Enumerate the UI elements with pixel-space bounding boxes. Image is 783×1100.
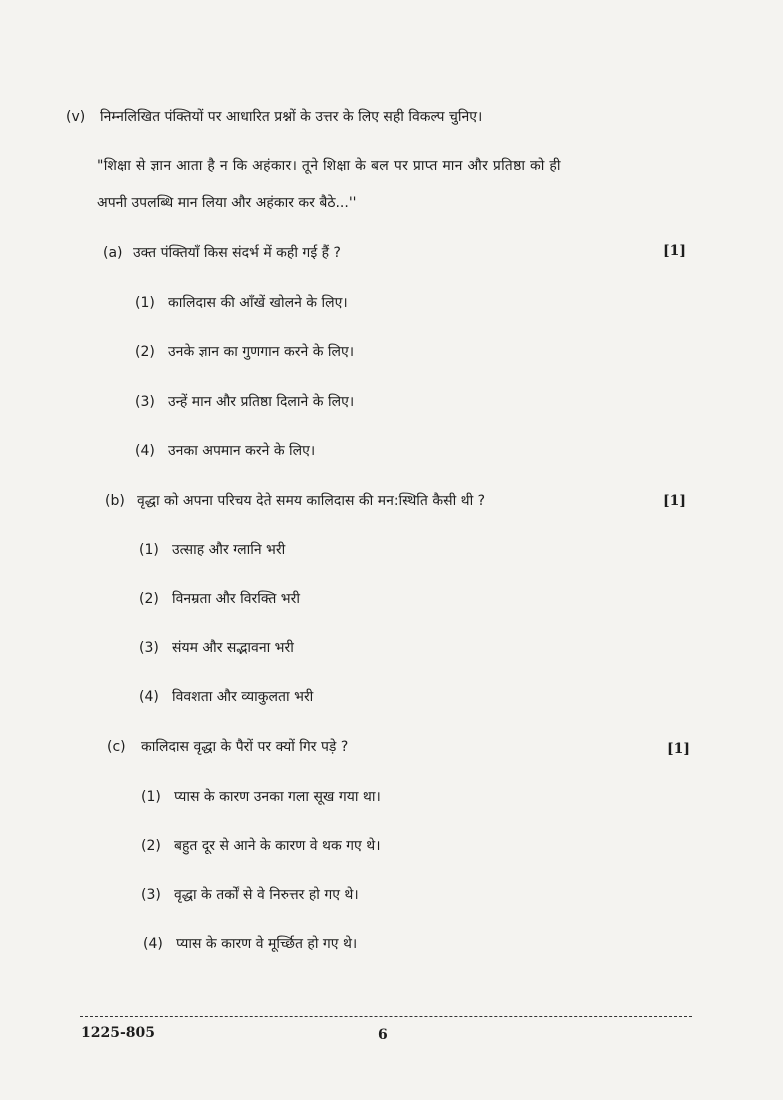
part-c-option-4: प्यास के कारण वे मूर्च्छित हो गए थे। — [176, 936, 358, 952]
part-c-option-1-num: (1) — [141, 789, 161, 805]
passage-line-2: अपनी उपलब्धि मान लिया और अहंकार कर बैठे...'' — [97, 195, 357, 211]
part-b-label: (b) — [105, 493, 125, 509]
paper-code: 1225-805 — [81, 1025, 155, 1041]
part-b-option-4-num: (4) — [139, 689, 159, 705]
part-b-option-2: विनम्रता और विरक्ति भरी — [172, 591, 300, 607]
part-c-option-3: वृद्धा के तर्कों से वे निरुत्तर हो गए थे। — [174, 887, 359, 903]
part-b-option-4: विवशता और व्याकुलता भरी — [172, 689, 314, 705]
part-a-option-3-num: (3) — [135, 394, 155, 410]
part-a-option-3: उन्हें मान और प्रतिष्ठा दिलाने के लिए। — [168, 394, 355, 410]
part-a-option-1: कालिदास की आँखें खोलने के लिए। — [168, 295, 348, 311]
question-number: (v) — [66, 109, 86, 125]
part-b-marks: [1] — [663, 493, 686, 509]
part-b-text: वृद्धा को अपना परिचय देते समय कालिदास की मन:स्थिति कैसी थी ? — [137, 493, 486, 509]
part-a-text: उक्त पंक्तियाँ किस संदर्भ में कही गई हैं ? — [133, 245, 341, 261]
part-c-option-1: प्यास के कारण उनका गला सूख गया था। — [174, 789, 381, 805]
part-a-option-4-num: (4) — [135, 443, 155, 459]
part-a-label: (a) — [103, 245, 123, 261]
part-b-option-1: उत्साह और ग्लानि भरी — [172, 542, 286, 558]
part-c-label: (c) — [107, 739, 126, 755]
part-a-marks: [1] — [663, 243, 686, 259]
part-c-option-2-num: (2) — [141, 838, 161, 854]
part-b-option-3-num: (3) — [139, 640, 159, 656]
part-a-option-2: उनके ज्ञान का गुणगान करने के लिए। — [168, 344, 355, 360]
part-a-option-1-num: (1) — [135, 295, 155, 311]
part-c-option-4-num: (4) — [143, 936, 163, 952]
part-b-option-2-num: (2) — [139, 591, 159, 607]
part-b-option-3: संयम और सद्भावना भरी — [172, 640, 294, 656]
passage-line-1: "शिक्षा से ज्ञान आता है न कि अहंकार। तूने शिक्षा के बल पर प्राप्त मान और प्रतिष्ठा को ही — [97, 158, 561, 174]
part-b-option-1-num: (1) — [139, 542, 159, 558]
footer-divider — [80, 1016, 692, 1017]
part-c-option-2: बहुत दूर से आने के कारण वे थक गए थे। — [174, 838, 381, 854]
question-instruction: निम्नलिखित पंक्तियों पर आधारित प्रश्नों के उत्तर के लिए सही विकल्प चुनिए। — [100, 109, 483, 125]
part-a-option-4: उनका अपमान करने के लिए। — [168, 443, 316, 459]
part-c-text: कालिदास वृद्धा के पैरों पर क्यों गिर पड़े ? — [141, 739, 349, 755]
page-number: 6 — [378, 1027, 388, 1043]
part-c-marks: [1] — [667, 741, 690, 757]
part-c-option-3-num: (3) — [141, 887, 161, 903]
part-a-option-2-num: (2) — [135, 344, 155, 360]
